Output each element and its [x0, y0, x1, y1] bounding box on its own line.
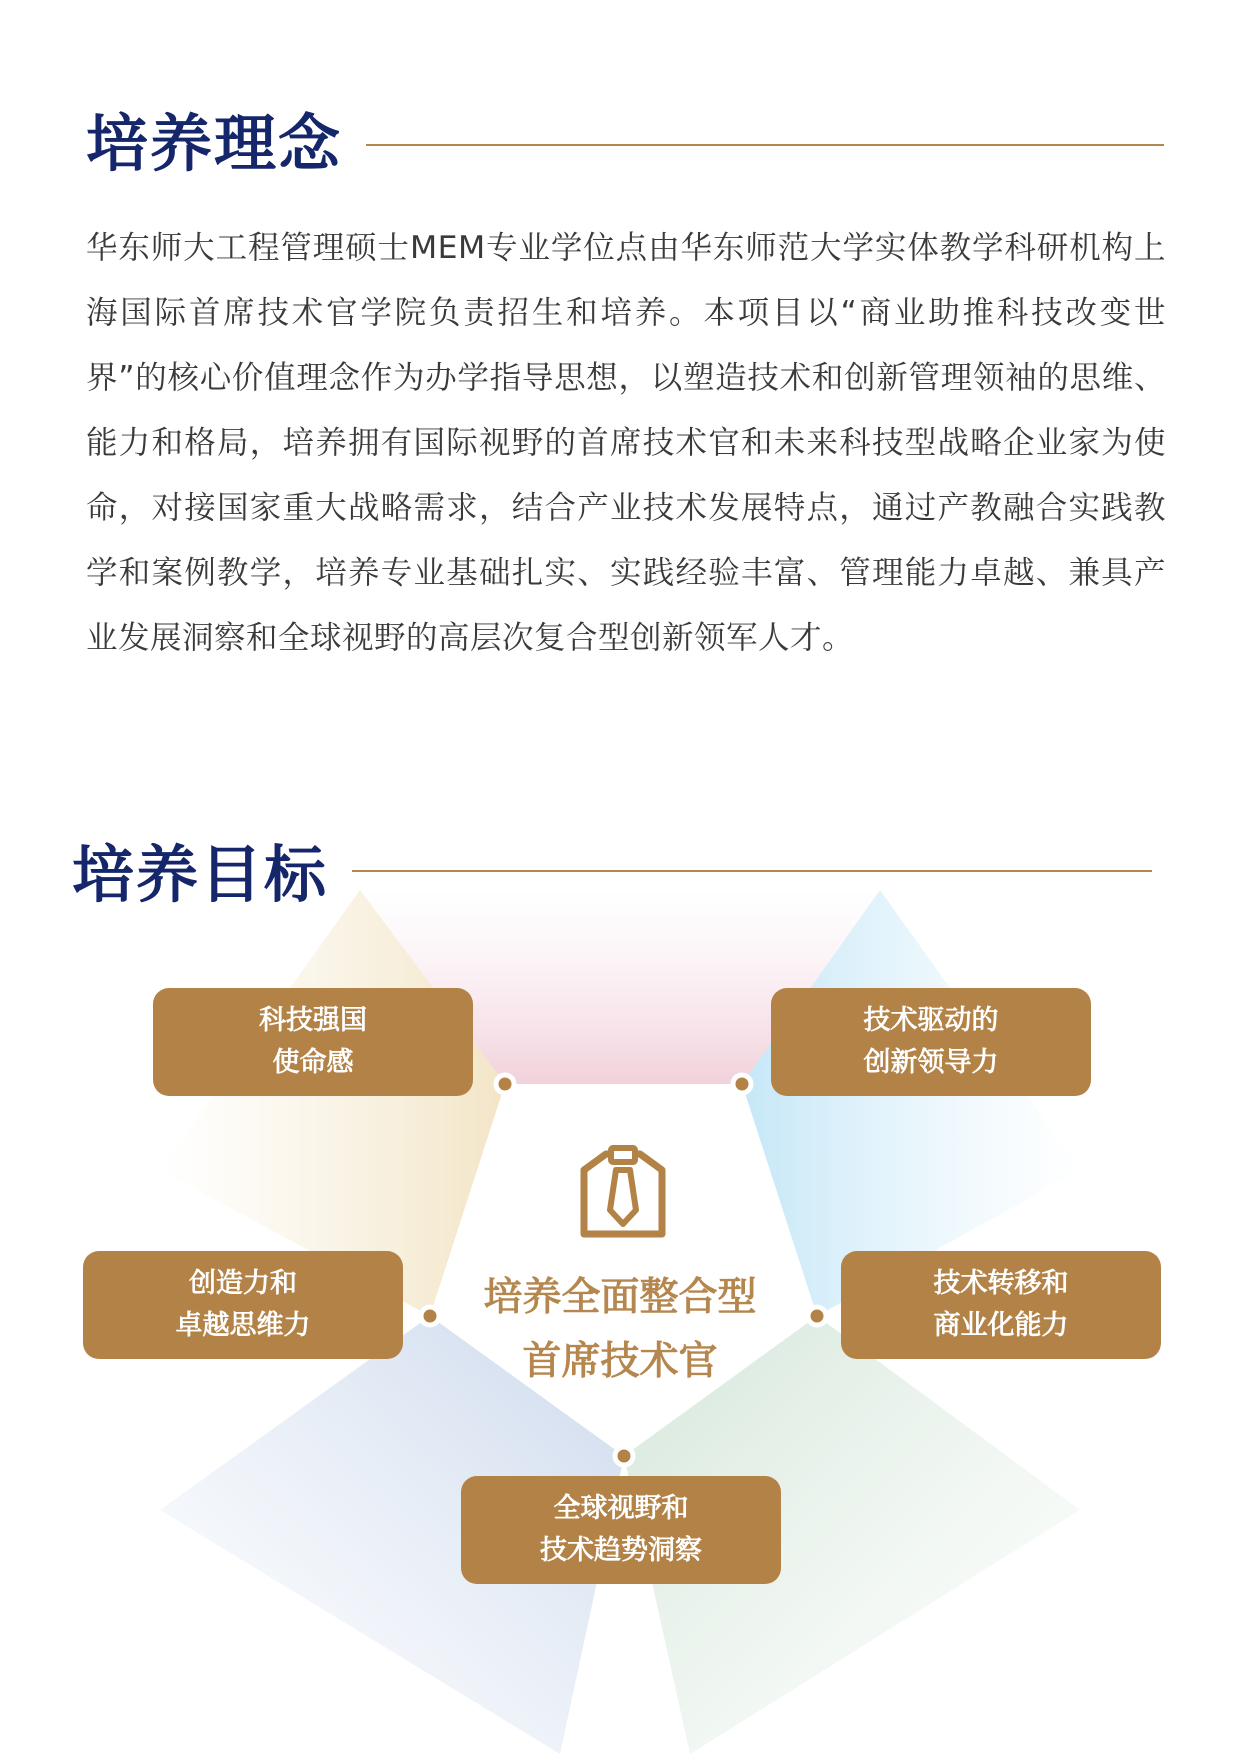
connector-dot-top-right [733, 1075, 751, 1093]
goal-box-commercialization [841, 1251, 1161, 1359]
goal-box-line2: 创新领导力 [863, 1047, 999, 1078]
center-goal-line2: 首席技术官 [522, 1339, 718, 1384]
goal-box-line2: 卓越思维力 [175, 1310, 311, 1341]
philosophy-paragraph: 华东师大工程管理硕士MEM专业学位点由华东师范大学实体教学科研机构上海国际首席技术官学院负责招生和培养。本项目以“商业助推科技改变世界”的核心价值理念作为办学指导思想，以塑造技术和创新管理领袖的思维、能力和格局，培养拥有国际视野的首席技术官和未来科技型战略企业家为使命，对接国家重大战略需求，结合产业技术发展特点，通过产教融合实践教学和案例教学，培养专业基础扎实、实践经验丰富、管理能力卓越、兼具产业发展洞察和全球视野的高层次复合型创新领军人才。 [86, 230, 1166, 656]
goal-box-leadership [771, 988, 1091, 1096]
connector-dot-top-left [496, 1075, 514, 1093]
goal-box-creativity [83, 1251, 403, 1359]
goal-box-line1: 技术驱动的 [863, 1005, 999, 1036]
goal-box-line1: 科技强国 [259, 1005, 367, 1036]
objectives-diagram [0, 870, 1240, 1754]
goal-box-line2: 商业化能力 [933, 1310, 1069, 1341]
goal-box-line1: 技术转移和 [933, 1268, 1069, 1299]
objectives-title: 培养目标 [72, 838, 329, 911]
goal-box-line2: 技术趋势洞察 [540, 1535, 702, 1566]
goal-box-global-vision [461, 1476, 781, 1584]
goal-box-line2: 使命感 [272, 1047, 354, 1078]
philosophy-title: 培养理念 [86, 107, 343, 180]
connector-dot-bottom [615, 1447, 633, 1465]
center-goal-text [420, 1266, 820, 1394]
goal-box-line1: 创造力和 [189, 1268, 297, 1299]
goal-box-line1: 全球视野和 [553, 1493, 689, 1524]
necktie-badge-icon [578, 1144, 668, 1240]
philosophy-title-rule [366, 144, 1164, 146]
center-goal-line1: 培养全面整合型 [483, 1275, 757, 1320]
goal-box-mission [153, 988, 473, 1096]
